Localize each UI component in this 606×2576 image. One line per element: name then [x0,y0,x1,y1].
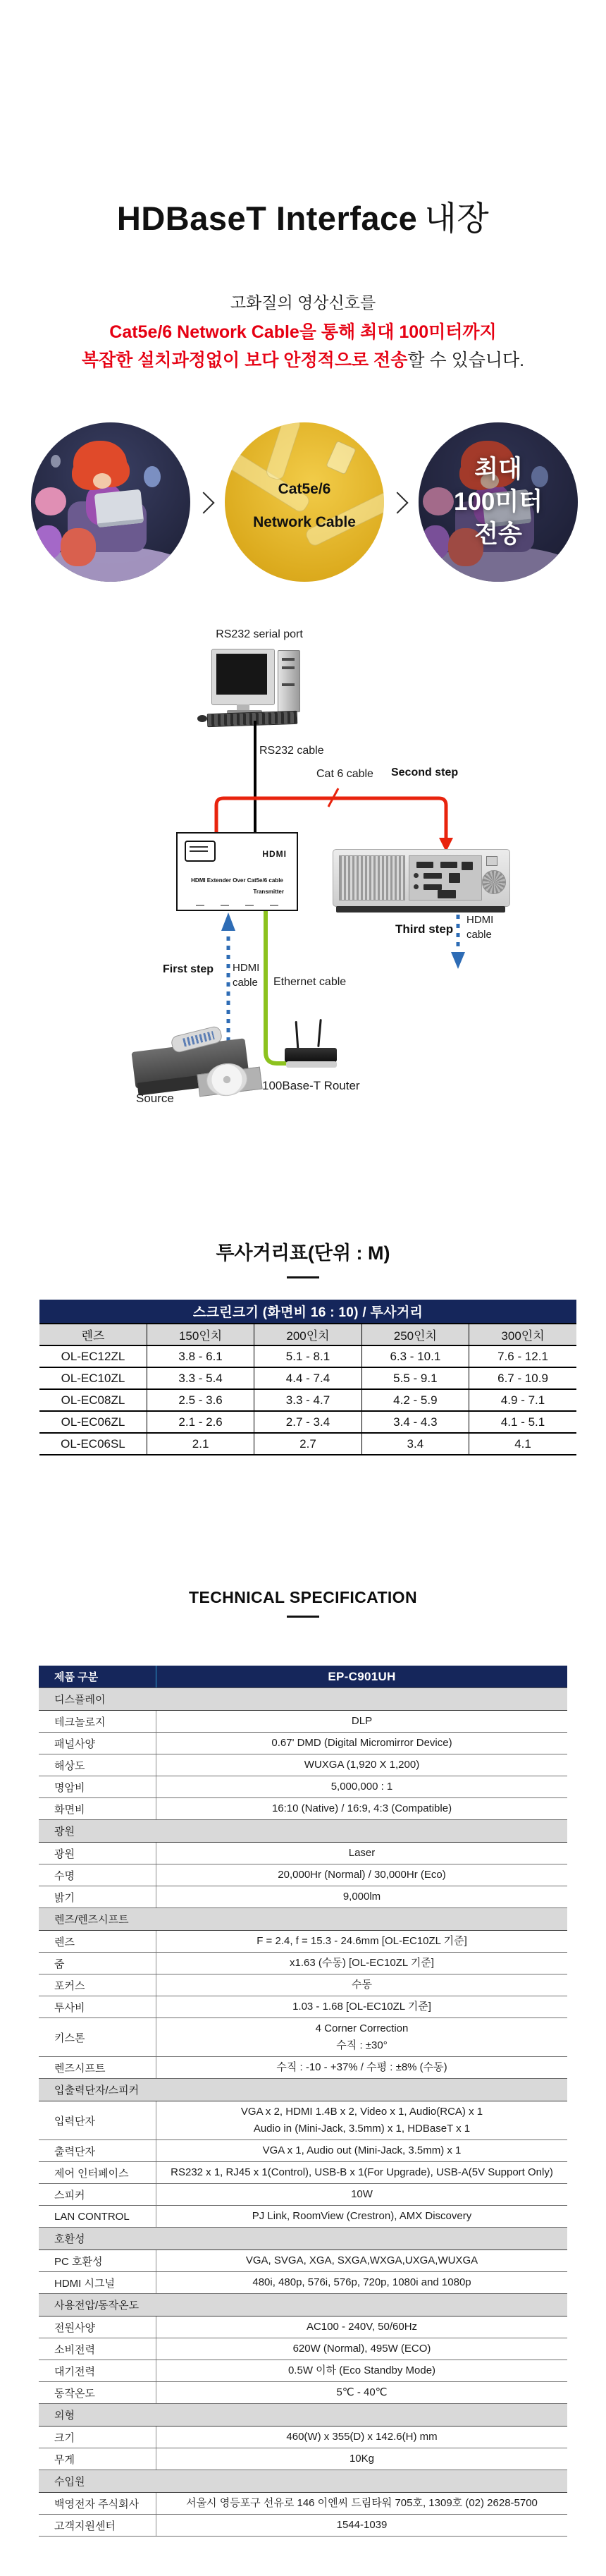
intro-line-2: Cat5e/6 Network Cable을 통해 최대 100미터까지 [109,322,497,342]
laptop-shape [94,489,144,528]
spec-section-header: 호환성 [39,2228,567,2250]
spec-row [39,2338,567,2360]
spec-value: VGA, SVGA, XGA, SXGA,WXGA,UXGA,WUXGA [245,2254,478,2266]
page-title-en: HDBaseT Interface [116,200,418,237]
intro-line-3 [0,346,606,372]
spec-value: 20,000Hr (Normal) / 30,000Hr (Eco) [278,1869,446,1881]
spec-row [39,2427,567,2448]
spec-label: 렌즈시프트 [39,2057,156,2078]
spec-value: DLP [351,1715,373,1727]
distance-cell: 4.9 - 7.1 [469,1389,576,1411]
spec-row [39,1754,567,1776]
lens-model-cell: OL-EC06ZL [39,1411,147,1433]
distance-cell: 3.3 - 4.7 [254,1389,361,1411]
spec-value: F = 2.4, f = 15.3 - 24.6mm [OL-EC10ZL 기준] [256,1935,467,1947]
spec-row [39,1711,567,1733]
label-ethernet-cable: Ethernet cable [273,976,347,988]
spec-row [39,1886,567,1908]
distance-cell: 6.3 - 10.1 [361,1345,469,1367]
table-row [39,1345,576,1367]
spec-label: 수명 [39,1864,156,1886]
label-hdmi-cable-projector: HDMI cable [466,914,494,941]
distance-cell: 2.7 [254,1433,361,1455]
spec-value: 16:10 (Native) / 16:9, 4:3 (Compatible) [271,1802,452,1814]
transmitter-ports [178,905,297,906]
spec-row [39,2057,567,2079]
spec-label: 밝기 [39,1886,156,1907]
spec-label: 해상도 [39,1754,156,1776]
spec-row [39,2515,567,2537]
spec-value: VGA x 2, HDMI 1.4B x 2, Video x 1, Audio(RCA) x 1 Audio in (Mini-Jack, 3.5mm) x 1, HDBaseT x 1 [240,2106,483,2135]
spec-label: 대기전력 [39,2360,156,2381]
spec-row [39,1798,567,1820]
spec-label: 스피커 [39,2184,156,2205]
distance-cell: 4.1 - 5.1 [469,1411,576,1433]
spec-table-header [39,1666,567,1688]
router-body-shape [285,1048,337,1062]
result-circle-caption [419,422,578,582]
distance-cell: 4.1 [469,1433,576,1455]
spec-row [39,2018,567,2057]
title-underline [287,1276,319,1278]
router-illustration [280,1021,341,1076]
decor-shape [144,466,161,487]
page-title-ko: 내장 [424,200,490,237]
cable-circle-caption [225,422,384,582]
spec-label: HDMI 시그널 [39,2272,156,2293]
spec-rows [39,1688,567,2537]
spec-label: 광원 [39,1843,156,1864]
spec-label: PC 호환성 [39,2250,156,2271]
table-row [39,1367,576,1389]
spec-label: 무게 [39,2448,156,2470]
spec-label: LAN CONTROL [39,2206,156,2227]
distance-table [39,1300,576,1455]
distance-column-header: 렌즈 [39,1324,147,1345]
spec-value: WUXGA (1,920 X 1,200) [304,1759,420,1771]
hdbaset-transmitter-box [176,832,298,911]
distance-cell: 2.1 [147,1433,254,1455]
transmitter-title: HDMI Extender Over Cat5e/6 cable [191,877,283,884]
spec-value: 수동 [352,1979,372,1991]
spec-label: 백영전자 주식회사 [39,2493,156,2514]
spec-label: 키스톤 [39,2018,156,2056]
spec-label: 입력단자 [39,2101,156,2139]
spec-section-header: 광원 [39,1820,567,1843]
spec-label: 소비전력 [39,2338,156,2360]
decor-shape [51,455,61,468]
blue-arrowhead-down-icon [451,952,465,969]
spec-label: 출력단자 [39,2140,156,2161]
spec-section-header: 외형 [39,2404,567,2427]
result-circle-line2: 100미터 [453,488,543,515]
distance-cell: 7.6 - 12.1 [469,1345,576,1367]
spec-label: 전원사양 [39,2316,156,2338]
router-base-shape [286,1061,337,1068]
table-row [39,1389,576,1411]
distance-cell: 3.3 - 5.4 [147,1367,254,1389]
distance-cell: 5.5 - 9.1 [361,1367,469,1389]
spec-row [39,1996,567,2018]
spec-header-model: EP-C901UH [328,1669,396,1683]
spec-value: 서울시 영등포구 선유로 146 이엔씨 드림타워 705호, 1309호 (02) 2628-5700 [186,2497,538,2509]
spec-value: PJ Link, RoomView (Crestron), AMX Discovery [252,2210,472,2222]
spec-value: 620W (Normal), 495W (ECO) [292,2343,431,2355]
spec-table [39,1666,567,2537]
spec-label: 제어 인터페이스 [39,2162,156,2183]
decor-shape [93,473,111,489]
spec-value: VGA x 1, Audio out (Mini-Jack, 3.5mm) x 1 [262,2144,462,2156]
distance-column-header: 250인치 [361,1324,469,1345]
spec-header-label: 제품 구분 [39,1666,156,1687]
spec-value: x1.63 (수동) [OL-EC10ZL 기준] [290,1957,434,1969]
cable-diagram [0,621,606,1156]
projector-rj45-port [486,856,497,866]
antenna-shape [295,1021,299,1049]
spec-row [39,1843,567,1864]
spec-value: Laser [348,1847,376,1859]
label-cat6-cable: Cat 6 cable [316,768,373,780]
projector-port-panel [409,855,482,901]
table-row [39,1433,576,1455]
spec-value: 5℃ - 40℃ [336,2386,388,2398]
spec-row [39,2448,567,2470]
label-rs232-serial-port: RS232 serial port [216,628,303,640]
spec-row [39,2360,567,2382]
title-underline [287,1616,319,1618]
distance-table-title: 투사거리표(단위 : M) [216,1243,390,1264]
spec-value: 480i, 480p, 576i, 576p, 720p, 1080i and 1080p [252,2276,471,2288]
illustration-network-cable [225,422,384,582]
distance-cell: 2.1 - 2.6 [147,1411,254,1433]
cable-circle-line1: Cat5e/6 [278,481,331,497]
spec-value: RS232 x 1, RJ45 x 1(Control), USB-B x 1(For Upgrade), USB-A(5V Support Only) [171,2166,553,2178]
chevron-right-icon [192,492,214,513]
projector-illustration [333,849,510,912]
distance-column-header: 300인치 [469,1324,576,1345]
distance-cell: 5.1 - 8.1 [254,1345,361,1367]
distance-table-columns [39,1324,576,1345]
spec-row [39,2101,567,2140]
label-router: 100Base-T Router [262,1079,360,1092]
distance-cell: 2.7 - 3.4 [254,1411,361,1433]
spec-value: 0.5W 이하 (Eco Standby Mode) [287,2364,436,2376]
spec-row [39,1974,567,1996]
projector-vent-shape [339,855,405,901]
spec-row [39,2382,567,2404]
spec-label: 동작온도 [39,2382,156,2403]
lens-model-cell: OL-EC10ZL [39,1367,147,1389]
distance-cell: 3.4 - 4.3 [361,1411,469,1433]
spec-label: 크기 [39,2427,156,2448]
spec-value: 9,000lm [342,1891,381,1903]
transmitter-subtitle: Transmitter [253,889,284,895]
spec-value: 5,000,000 : 1 [330,1781,393,1793]
spec-label: 투사비 [39,1996,156,2018]
projector-base-shape [336,906,505,912]
label-hdmi-cable-source: HDMI cable [233,962,260,989]
spec-section-header: 디스플레이 [39,1688,567,1711]
spec-row [39,2250,567,2272]
result-circle-line1: 최대 [474,456,522,483]
distance-table-header: 스크린크기 (화면비 16 : 10) / 투사거리 [39,1300,576,1324]
spec-label: 렌즈 [39,1931,156,1952]
spec-section-header: 수입원 [39,2470,567,2493]
spec-row [39,2316,567,2338]
distance-cell: 2.5 - 3.6 [147,1389,254,1411]
spec-row [39,1931,567,1953]
spec-section-header: 사용전압/동작온도 [39,2294,567,2316]
spec-label: 포커스 [39,1974,156,1996]
lens-model-cell: OL-EC08ZL [39,1389,147,1411]
lens-model-cell: OL-EC12ZL [39,1345,147,1367]
spec-value: 1544-1039 [336,2519,388,2531]
spec-row [39,1776,567,1798]
distance-cell: 6.7 - 10.9 [469,1367,576,1389]
label-first-step: First step [163,963,214,975]
spec-section-header: 입출력단자/스피커 [39,2079,567,2101]
spec-value: 수직 : -10 - +37% / 수평 : ±8% (수동) [276,2061,447,2073]
spec-section-header: 렌즈/렌즈시프트 [39,1908,567,1931]
intro-line-3-red: 복잡한 설치과정없이 보다 안정적으로 전송 [81,350,408,370]
result-circle-line3: 전송 [474,520,522,548]
label-second-step: Second step [391,767,459,779]
distance-cell: 3.4 [361,1433,469,1455]
spec-row [39,2162,567,2184]
spec-row [39,2493,567,2515]
spec-title: TECHNICAL SPECIFICATION [189,1588,417,1606]
decor-shape [35,487,66,515]
distance-table-body [39,1345,576,1455]
blue-arrowhead-up-icon [221,912,235,931]
page-title [0,198,606,239]
hdmi-logo: HDMI [262,849,287,859]
distance-column-header: 150인치 [147,1324,254,1345]
cable-circle-line2: Network Cable [253,514,356,530]
spec-label: 고객지원센터 [39,2515,156,2536]
spec-label: 줌 [39,1953,156,1974]
decor-shape [34,525,62,559]
distance-column-header: 200인치 [254,1324,361,1345]
label-source: Source [136,1092,174,1105]
spec-value: 4 Corner Correction 수직 : ±30° [315,2022,409,2051]
spec-row [39,1864,567,1886]
spec-value: 460(W) x 355(D) x 142.6(H) mm [286,2431,438,2443]
illustration-100m-transfer [419,422,578,582]
projector-speaker-shape [482,870,506,894]
distance-cell: 4.2 - 5.9 [361,1389,469,1411]
spec-label: 명암비 [39,1776,156,1797]
intro-line-3-black: 할 수 있습니다. [407,350,525,370]
spec-value: AC100 - 240V, 50/60Hz [306,2321,418,2333]
spec-value: 0.67' DMD (Digital Micromirror Device) [271,1737,452,1749]
spec-value: 10W [351,2188,373,2200]
table-row [39,1411,576,1433]
spec-row [39,1733,567,1754]
chevron-right-icon [386,492,408,513]
antenna-shape [317,1019,321,1047]
label-rs232-cable: RS232 cable [259,745,324,757]
spec-value: 10Kg [349,2453,375,2465]
spec-row [39,1953,567,1974]
decor-shape [61,528,96,566]
spec-value: 1.03 - 1.68 [OL-EC10ZL 기준] [292,2001,431,2013]
spec-row [39,2272,567,2294]
spec-label: 패널사양 [39,1733,156,1754]
brand-logo-icon [185,841,216,862]
spec-row [39,2184,567,2206]
label-third-step: Third step [395,922,454,936]
spec-label: 테크놀로지 [39,1711,156,1732]
spec-label: 화면비 [39,1798,156,1819]
distance-cell: 4.4 - 7.4 [254,1367,361,1389]
lens-model-cell: OL-EC06SL [39,1433,147,1455]
illustration-kid-laptop [31,422,190,582]
spec-row [39,2140,567,2162]
distance-cell: 3.8 - 6.1 [147,1345,254,1367]
intro-line-1: 고화질의 영상신호를 [230,293,376,312]
spec-row [39,2206,567,2228]
